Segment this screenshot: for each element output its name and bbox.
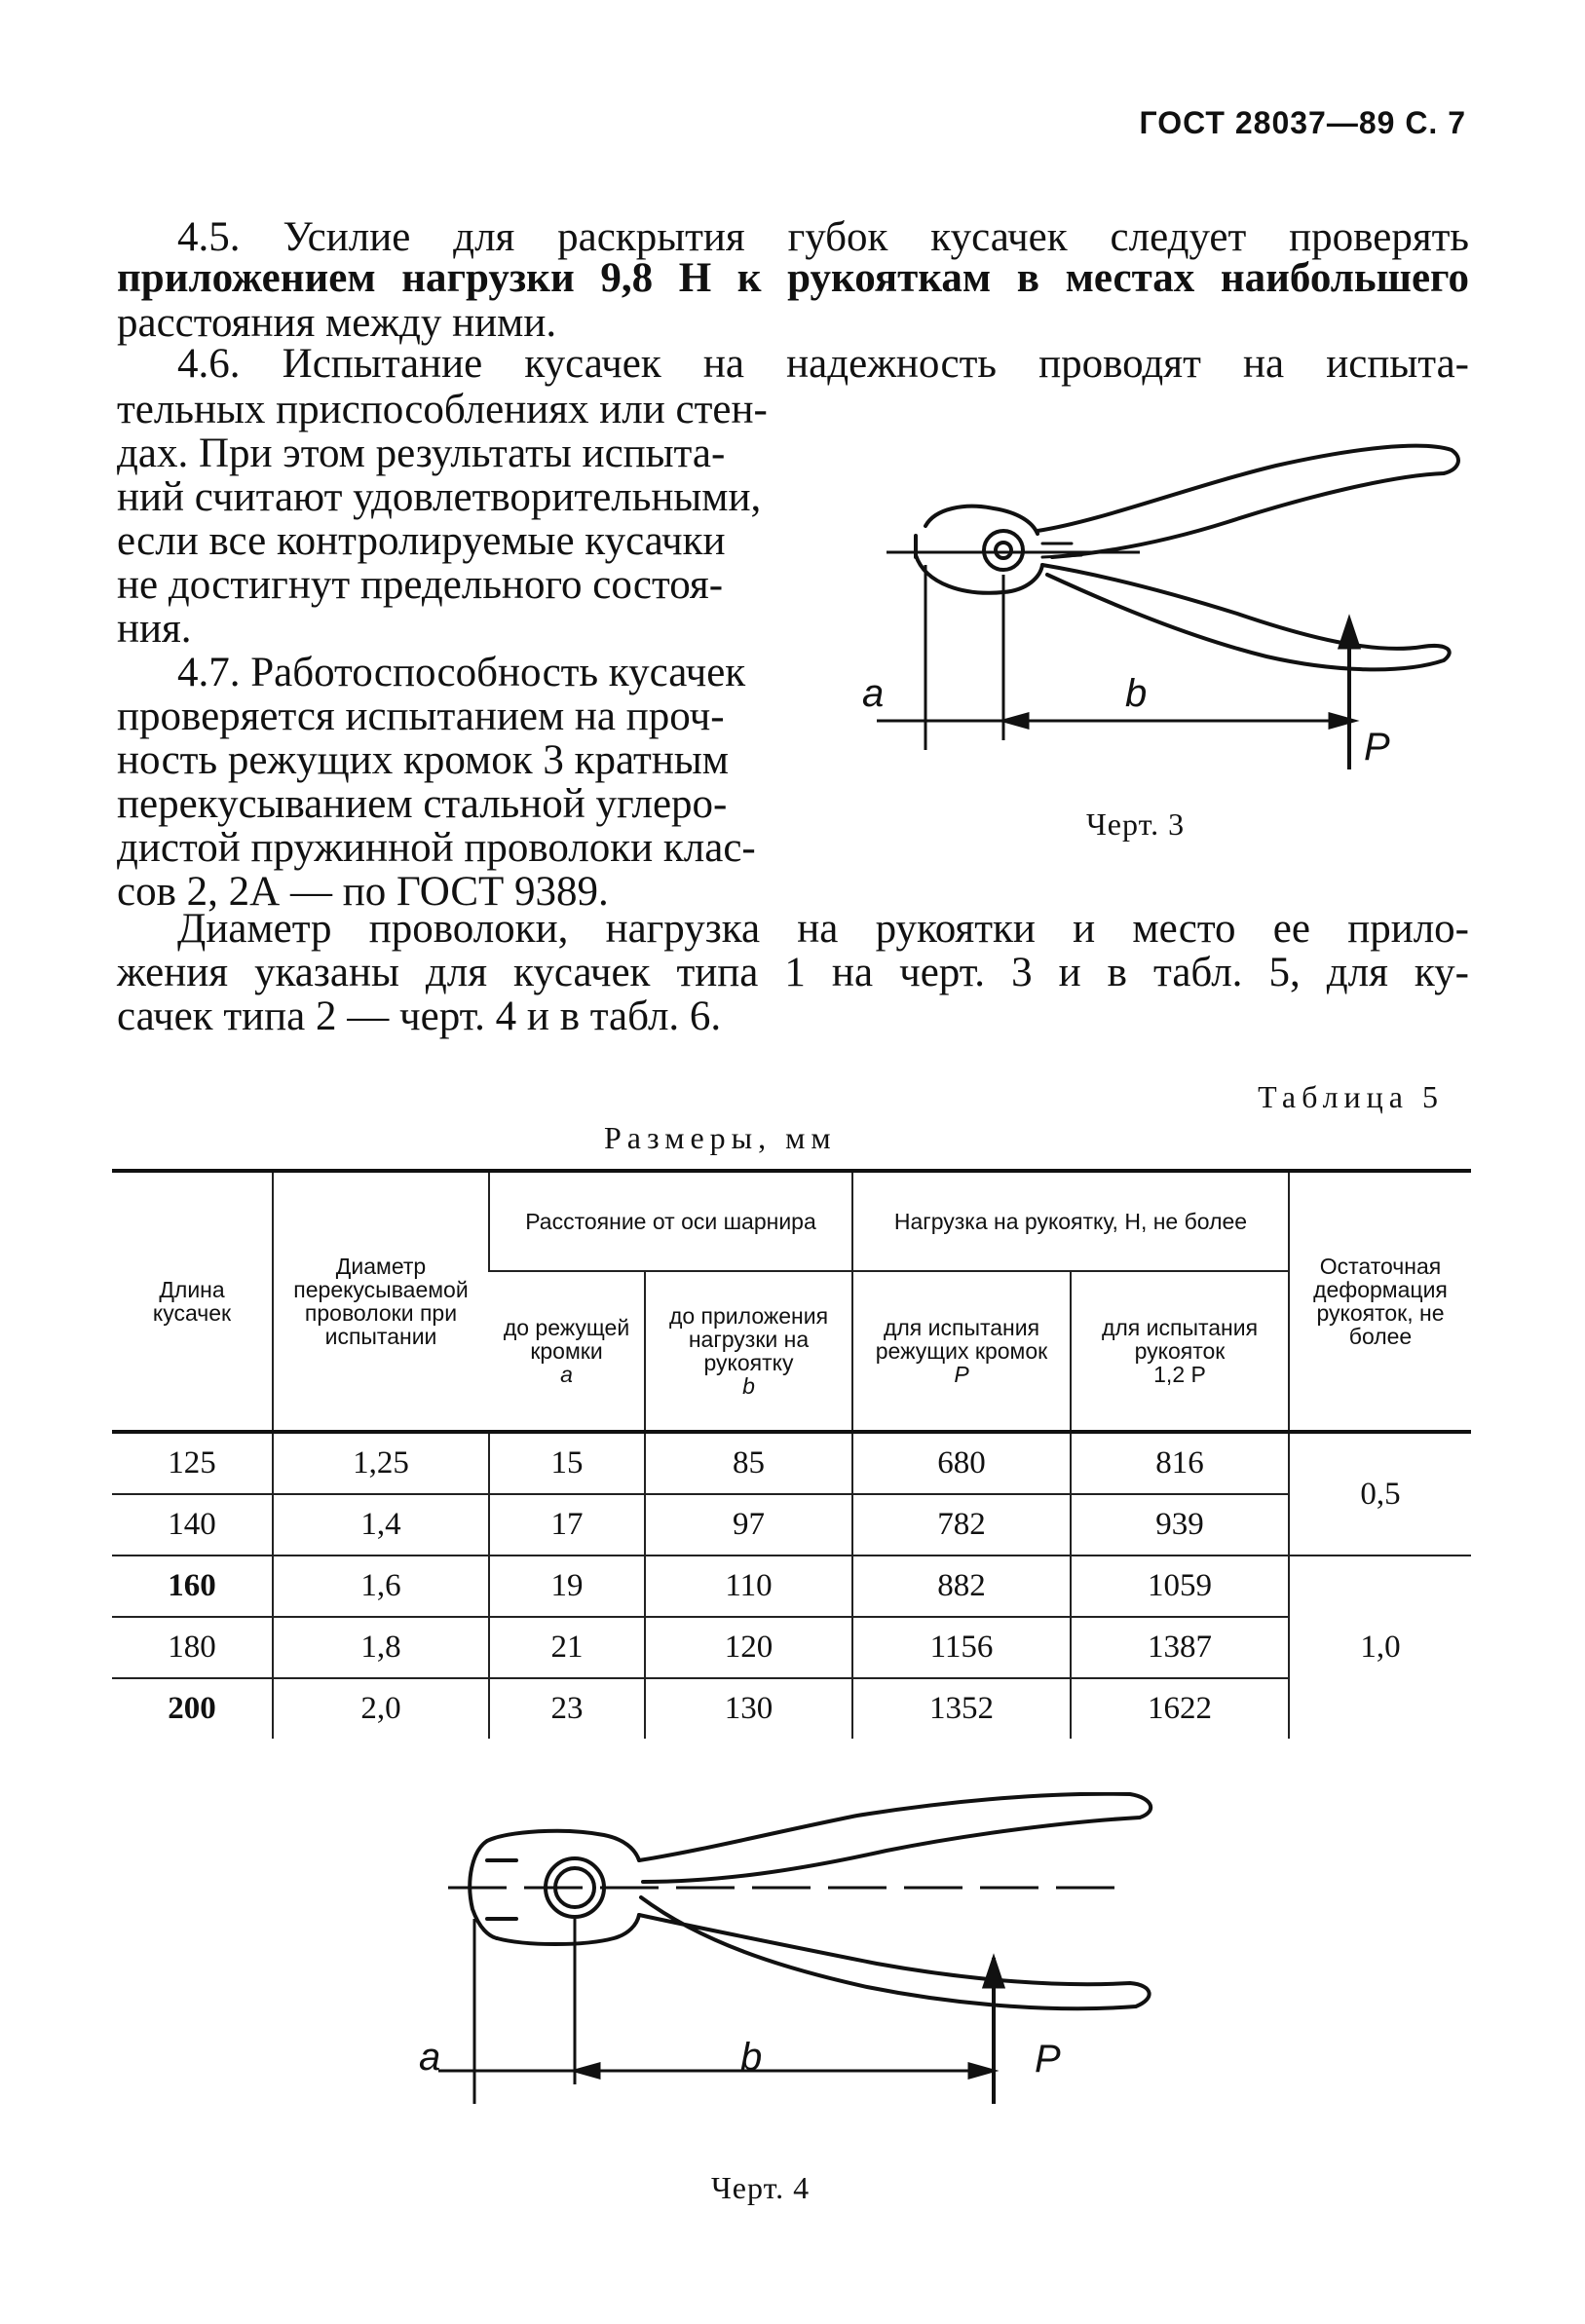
header-load-handles-symbol: 1,2 P	[1153, 1362, 1206, 1387]
header-load-edges-text: для испытания режущих кромок	[875, 1315, 1048, 1364]
fig4-label-b: b	[740, 2036, 763, 2079]
cell-length: 160	[112, 1556, 273, 1617]
cell-b: 97	[645, 1494, 852, 1556]
cell-a: 15	[489, 1432, 645, 1494]
cell-length: 140	[112, 1494, 273, 1556]
fig3-caption: Черт. 3	[1086, 806, 1186, 842]
cell-diameter: 2,0	[273, 1678, 489, 1739]
fig3-label-p: P	[1364, 726, 1390, 768]
para-diameter-line-3: сачек типа 2 — черт. 4 и в табл. 6.	[117, 993, 722, 1039]
header-load-edges	[852, 1271, 1071, 1432]
para-4-6-line-5: если все контролируемые кусачки	[117, 518, 726, 564]
table-5	[112, 1169, 1471, 1739]
cell-a: 23	[489, 1678, 645, 1739]
header-to-edge-symbol: a	[560, 1362, 573, 1387]
para-4-6-line-7: ния.	[117, 606, 192, 652]
cell-p: 882	[852, 1556, 1071, 1617]
header-to-load-symbol: b	[742, 1373, 755, 1399]
para-4-6-line-2: тельных приспособлениях или стен-	[117, 387, 768, 432]
cell-length: 125	[112, 1432, 273, 1494]
header-load-handles	[1071, 1271, 1289, 1432]
header-load-handles-text: для испытания рукояток	[1101, 1315, 1259, 1364]
header-to-edge	[489, 1271, 645, 1432]
para-4-7-line-4: перекусыванием стальной углеро-	[117, 781, 728, 827]
header-to-load	[645, 1271, 852, 1432]
cell-length: 200	[168, 1691, 216, 1726]
cell-length: 180	[112, 1617, 273, 1678]
para-4-5-line-2: приложением нагрузки 9,8 Н к рукояткам в местах наибольшего	[117, 255, 1469, 301]
cell-1-2p: 1622	[1071, 1678, 1289, 1739]
cell-1-2p: 1387	[1071, 1617, 1289, 1678]
cell-deformation: 0,5	[1289, 1432, 1471, 1556]
cell-diameter: 1,8	[273, 1617, 489, 1678]
para-4-7-line-5: дистой пружинной проволоки клас-	[117, 825, 756, 871]
para-4-7-line-3: ность режущих кромок 3 кратным	[117, 737, 729, 783]
fig4-caption: Черт. 4	[711, 2170, 811, 2205]
header-load-group: Нагрузка на рукоятку, Н, не более	[852, 1171, 1289, 1271]
cell-1-2p: 816	[1071, 1432, 1289, 1494]
cell-b: 130	[645, 1678, 852, 1739]
cell-1-2p: 939	[1071, 1494, 1289, 1556]
fig4-label-a: a	[419, 2036, 441, 2079]
header-to-load-text: до приложения нагрузки на рукоятку	[668, 1303, 829, 1375]
cell-a: 21	[489, 1617, 645, 1678]
cell-b: 120	[645, 1617, 852, 1678]
cell-a: 19	[489, 1556, 645, 1617]
cell-diameter: 1,4	[273, 1494, 489, 1556]
table-title: Таблица 5	[1258, 1079, 1444, 1114]
cell-diameter: 1,6	[273, 1556, 489, 1617]
para-4-7-line-2: проверяется испытанием на проч-	[117, 693, 725, 739]
para-4-6-line-3: дах. При этом результаты испыта-	[117, 431, 726, 476]
para-4-5-line-3: расстояния между ними.	[117, 300, 557, 346]
cell-b: 85	[645, 1432, 852, 1494]
para-4-7-line-6: сов 2, 2А — по ГОСТ 9389.	[117, 869, 609, 915]
header-diameter: Диаметр перекусываемой проволоки при испытании	[273, 1171, 489, 1432]
header-to-edge-text: до режущей кромки	[503, 1315, 630, 1364]
header-length: Длина кусачек	[112, 1171, 273, 1432]
para-diameter-line-2: жения указаны для кусачек типа 1 на черт. 3 и в табл. 5, для ку-	[117, 950, 1469, 995]
table-row	[112, 1494, 1471, 1556]
para-4-5-line-1: 4.5. Усилие для раскрытия губок кусачек следует проверять	[177, 214, 1469, 260]
table-row	[112, 1678, 1471, 1739]
table-units: Размеры, мм	[604, 1120, 837, 1155]
cell-diameter: 1,25	[273, 1432, 489, 1494]
page-header: ГОСТ 28037—89 С. 7	[1139, 105, 1466, 140]
cell-1-2p: 1059	[1071, 1556, 1289, 1617]
fig3-label-a: a	[862, 672, 885, 715]
fig4-label-p: P	[1035, 2038, 1061, 2080]
cell-p: 782	[852, 1494, 1071, 1556]
para-4-6-line-1: 4.6. Испытание кусачек на надежность проводят на испыта-	[177, 341, 1469, 387]
para-diameter-line-1: Диаметр проволоки, нагрузка на рукоятки и место ее прило-	[177, 906, 1469, 952]
cell-p: 1352	[852, 1678, 1071, 1739]
para-4-7-line-1: 4.7. Работоспособность кусачек	[177, 650, 746, 695]
fig3-label-b: b	[1125, 672, 1148, 715]
table-row	[112, 1556, 1471, 1617]
cell-p: 1156	[852, 1617, 1071, 1678]
table-row	[112, 1432, 1471, 1494]
cell-a: 17	[489, 1494, 645, 1556]
para-4-6-line-4: ний считают удовлетворительными,	[117, 474, 762, 520]
para-4-6-line-6: не достигнут предельного состоя-	[117, 562, 724, 608]
cell-b: 110	[645, 1556, 852, 1617]
header-distance-group: Расстояние от оси шарнира	[489, 1171, 852, 1271]
cell-deformation: 1,0	[1289, 1556, 1471, 1739]
header-deformation: Остаточная деформация рукояток, не более	[1289, 1171, 1471, 1432]
table-row	[112, 1617, 1471, 1678]
header-load-edges-symbol: P	[954, 1362, 969, 1387]
cell-p: 680	[852, 1432, 1071, 1494]
